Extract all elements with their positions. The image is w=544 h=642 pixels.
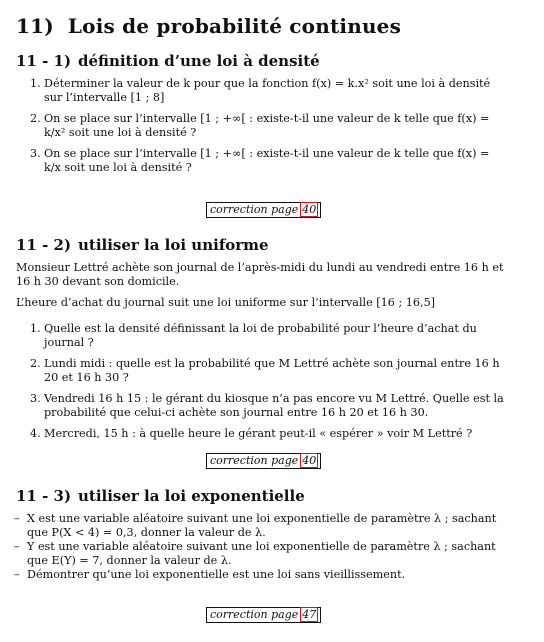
list-item	[14, 540, 504, 568]
correction-page-number[interactable]: 40	[302, 203, 317, 216]
item-text: Déterminer la valeur de k pour que la fonction f(x) = k.x² soit une loi à densité sur l’intervalle [1 ; 8]	[44, 77, 491, 104]
section-heading	[16, 14, 401, 38]
list-item	[30, 112, 505, 140]
item-dash: –	[14, 540, 20, 553]
item-text: X est une variable aléatoire suivant une loi exponentielle de paramètre λ ; sachant que P(X < 4) = 0,3, donner la valeur de λ.	[27, 512, 497, 539]
item-number: 1.	[30, 77, 41, 90]
subsection-3-list	[14, 512, 504, 582]
item-dash: –	[14, 512, 20, 525]
correction-link-2[interactable]	[206, 453, 321, 469]
subsection-1-number: 11 - 1)	[16, 52, 72, 70]
list-item	[30, 147, 505, 175]
subsection-2-intro-1: Monsieur Lettré achète son journal de l’après-midi du lundi au vendredi entre 16 h et 16 h 30 devant son domicile.	[16, 261, 504, 288]
item-number: 2.	[30, 357, 41, 370]
subsection-3-title: utiliser la loi exponentielle	[78, 487, 305, 505]
correction-label: correction page	[210, 454, 299, 467]
correction-page-number[interactable]: 40	[302, 454, 317, 467]
item-number: 3.	[30, 147, 41, 160]
item-number: 4.	[30, 427, 41, 440]
item-text: Quelle est la densité définissant la loi de probabilité pour l’heure d’achat du journal ?	[44, 322, 477, 349]
list-item	[30, 322, 505, 350]
correction-page-number[interactable]: 47	[302, 608, 317, 621]
list-item	[14, 512, 504, 540]
correction-label: correction page	[210, 203, 299, 216]
subsection-2-intro-2: L’heure d’achat du journal suit une loi uniforme sur l’intervalle [16 ; 16,5]	[16, 296, 436, 309]
item-text: Y est une variable aléatoire suivant une loi exponentielle de paramètre λ ; sachant que E(Y) = 7, donner la valeur de λ.	[27, 540, 496, 567]
subsection-2-number: 11 - 2)	[16, 236, 72, 254]
subsection-3-heading	[16, 487, 305, 505]
correction-link-3[interactable]	[206, 607, 321, 623]
subsection-1-list	[30, 77, 505, 182]
item-text: On se place sur l’intervalle [1 ; +∞[ : existe-t-il une valeur de k telle que f(x) = k/x soit une loi à densité ?	[44, 147, 490, 174]
list-item	[30, 77, 505, 105]
list-item	[30, 357, 505, 385]
item-number: 1.	[30, 322, 41, 335]
list-item	[30, 392, 505, 420]
item-text: On se place sur l’intervalle [1 ; +∞[ : existe-t-il une valeur de k telle que f(x) = k/x² soit une loi à densité ?	[44, 112, 490, 139]
section-number: 11)	[16, 14, 54, 38]
subsection-2-list	[30, 322, 505, 448]
list-item	[14, 568, 504, 582]
item-number: 2.	[30, 112, 41, 125]
subsection-2-title: utiliser la loi uniforme	[78, 236, 269, 254]
subsection-2-heading	[16, 236, 269, 254]
correction-label: correction page	[210, 608, 299, 621]
item-text: Lundi midi : quelle est la probabilité que M Lettré achète son journal entre 16 h 20 et 16 h 30 ?	[44, 357, 500, 384]
list-item	[30, 427, 505, 441]
item-number: 3.	[30, 392, 41, 405]
subsection-1-title: définition d’une loi à densité	[78, 52, 320, 70]
item-text: Mercredi, 15 h : à quelle heure le gérant peut-il « espérer » voir M Lettré ?	[44, 427, 473, 440]
subsection-3-number: 11 - 3)	[16, 487, 72, 505]
item-text: Vendredi 16 h 15 : le gérant du kiosque n’a pas encore vu M Lettré. Quelle est la probabilité que celui-ci achète son journal entre 16 h 20 et 16 h 30.	[44, 392, 504, 419]
item-text: Démontrer qu’une loi exponentielle est une loi sans vieillissement.	[27, 568, 406, 581]
correction-link-1[interactable]	[206, 202, 321, 218]
subsection-1-heading	[16, 52, 320, 70]
item-dash: –	[14, 568, 20, 581]
section-title: Lois de probabilité continues	[67, 14, 402, 38]
